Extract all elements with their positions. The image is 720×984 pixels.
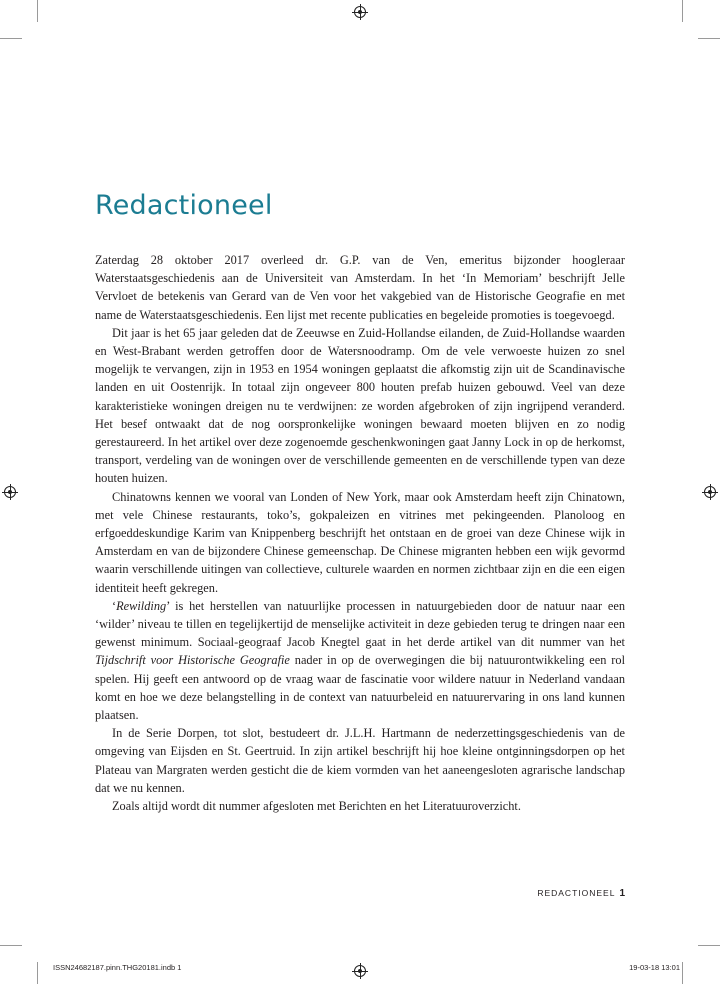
- registration-mark-right-icon: [704, 486, 716, 498]
- body-paragraph: [95, 724, 625, 797]
- text-run: In de Serie Dorpen, tot slot, bestudeert dr. J.L.H. Hartmann de nederzettingsgeschiedenis van de omgeving van Eijsden en St. Geertruid. In zijn artikel beschrijft hij hoe kleine ontginningsdorpen op het Plateau van Margraten werden gesticht die de kiem vormden van het aaneengesloten agrarische landschap dat we nu kennen.: [95, 726, 625, 795]
- text-run: Zoals altijd wordt dit nummer afgesloten met Berichten en het Literatuuroverzicht.: [112, 799, 521, 814]
- crop-mark-left-top: [0, 38, 22, 39]
- footer-section-label: REDACTIONEEL: [537, 888, 616, 898]
- body-paragraph: [95, 488, 625, 597]
- crop-mark-top-right: [682, 0, 683, 22]
- registration-mark-bottom-icon: [354, 965, 366, 977]
- crop-mark-right-top: [698, 38, 720, 39]
- text-run: Chinatowns kennen we vooral van Londen of New York, maar ook Amsterdam heeft zijn Chinatown, met vele Chinese restaurants, toko’s, gokpaleizen en vitrines met pekingeenden. Planoloog en erfgoeddeskundige Karim van Knippenberg beschrijft het ontstaan en de groei van deze Chinese wijk in Amsterdam en van de bijzondere Chinese gemeenschap. De Chinese migranten hebben een wijk gevormd waarin verschillende uitingen van collectieve, culturele waarden en normen zichtbaar zijn en die een eigen identiteit heeft gekregen.: [95, 489, 625, 595]
- text-run: Zaterdag 28 oktober 2017 overleed dr. G.P. van de Ven, emeritus bijzonder hoogleraar Waterstaatsgeschiedenis aan de Universiteit van Amsterdam. In het ‘In Memoriam’ beschrijft Jelle Vervloet de betekenis van Gerard van de Ven voor het vakgebied van de Historische Geografie en met name de Waterstaatsgeschiedenis. Een lijst met recente publicaties en begeleide promoties is toegevoegd.: [95, 253, 625, 322]
- crop-mark-left-bottom: [0, 945, 22, 946]
- body-paragraph: [95, 597, 625, 724]
- body-paragraph: [95, 324, 625, 488]
- body-paragraph: [95, 251, 625, 324]
- text-run: ‘: [112, 598, 117, 613]
- text-run: ’ is het herstellen van natuurlijke processen in natuurgebieden door de natuur naar een ‘wilder’ niveau te tillen en tegelijkertijd de menselijke activiteit in deze gebieden terug te dringen naar een gewenst minimum. Sociaal-geograaf Jacob Knegtel gaat in het derde artikel van dit nummer van het: [95, 598, 625, 650]
- text-run: Dit jaar is het 65 jaar geleden dat de Zeeuwse en Zuid-Hollandse eilanden, de Zuid-Hollandse waarden en West-Brabant werden getroffen door de Watersnoodramp. Om de vele verwoeste huizen zo snel mogelijk te vervangen, zijn in 1953 en 1954 woningen geplaatst die afkomstig zijn uit de Scandinavische landen en uit Oostenrijk. In totaal zijn ongeveer 800 houten prefab huizen gebouwd. Veel van deze karakteristieke woningen dreigen nu te verdwijnen: ze worden afgebroken of zijn ingrijpend veranderd. Het besef ontwaakt dat de nog oorspronkelijke woningen bewaard moeten blijven en zo nodig gerestaureerd. In het artikel over deze zogenoemde geschenkwoningen gaat Janny Lock in op de herkomst, transport, verdeling van de woningen over de verschillende gemeenten en de verschillende typen van deze houten huizen.: [95, 325, 625, 486]
- text-run: nader in op de overwegingen die bij natuurontwikkeling een rol spelen. Hij geeft een antwoord op de vraag waar de fascinatie voor wildere natuur in Nederland vandaan komt en hoe we deze belangstelling in de context van natuurbeleid en natuurervaring in ons land kunnen plaatsen.: [95, 653, 625, 723]
- crop-mark-bottom-left: [37, 962, 38, 984]
- page-number: 1: [619, 888, 625, 899]
- italic-text: Rewilding: [116, 598, 167, 613]
- page-title: Redactioneel: [95, 190, 273, 221]
- crop-mark-right-bottom: [698, 945, 720, 946]
- italic-text: Tijdschrift voor Historische Geografie: [95, 653, 290, 668]
- registration-mark-left-icon: [4, 486, 16, 498]
- article-body: [95, 251, 625, 815]
- print-slug-file: ISSN24682187.pinn.THG20181.indb 1: [53, 963, 182, 972]
- registration-mark-top-icon: [354, 6, 366, 18]
- running-footer: [537, 888, 625, 899]
- body-paragraph: [95, 797, 625, 815]
- print-slug-timestamp: 19-03-18 13:01: [629, 963, 680, 972]
- crop-mark-top-left: [37, 0, 38, 22]
- crop-mark-bottom-right: [682, 962, 683, 984]
